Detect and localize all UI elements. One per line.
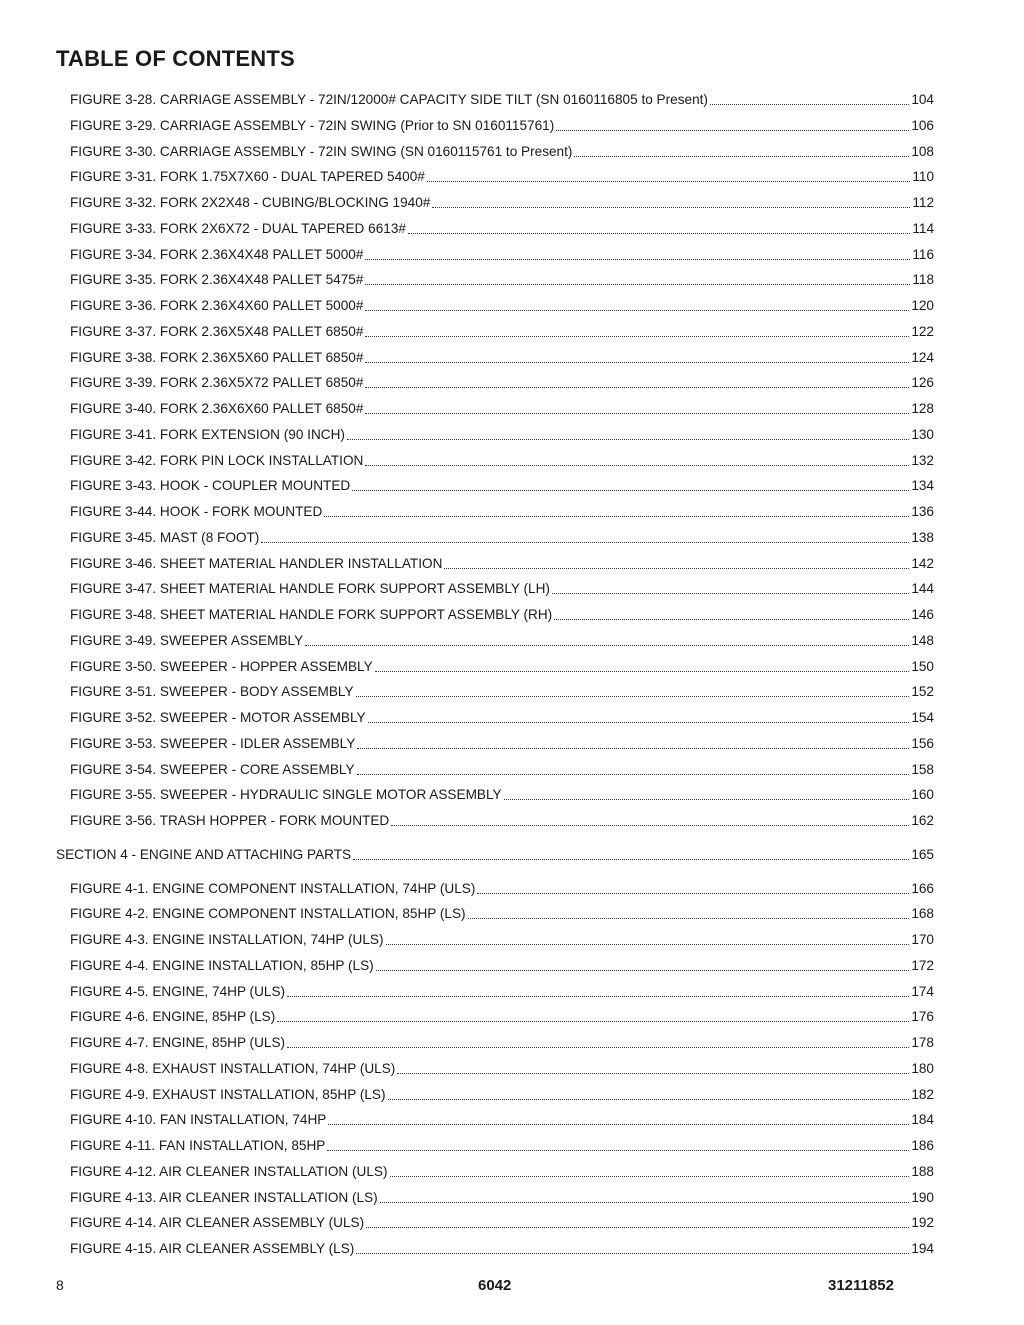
toc-entry-label: FIGURE 3-50. SWEEPER - HOPPER ASSEMBLY [70,659,373,674]
toc-entry-label: FIGURE 4-12. AIR CLEANER INSTALLATION (ULS) [70,1164,388,1179]
toc-entry-label: FIGURE 3-35. FORK 2.36X4X48 PALLET 5475# [70,272,364,287]
toc-entry-page: 126 [911,375,934,390]
dot-leader [365,413,909,414]
toc-entry-page: 172 [911,958,934,973]
dot-leader [261,542,909,543]
toc-entry[interactable] [70,268,934,288]
dot-leader [477,893,909,894]
toc-entry[interactable] [70,114,934,134]
toc-entry-page: 124 [911,350,934,365]
toc-entry[interactable] [70,191,934,211]
dot-leader [427,181,910,182]
toc-entry-page: 108 [911,144,934,159]
toc-entry-page: 112 [912,195,934,210]
footer-doc-number: 31211852 [828,1277,894,1294]
toc-entry-page: 176 [911,1009,934,1024]
toc-entry-label: FIGURE 3-33. FORK 2X6X72 - DUAL TAPERED 6613# [70,221,406,236]
toc-entry-label: FIGURE 3-42. FORK PIN LOCK INSTALLATION [70,453,364,468]
dot-leader [365,284,910,285]
dot-leader [365,387,909,388]
toc-entry-label: FIGURE 4-10. FAN INSTALLATION, 74HP [70,1112,327,1127]
toc-entry-label: FIGURE 3-45. MAST (8 FOOT) [70,530,260,545]
toc-entry[interactable] [70,423,934,443]
toc-entry-page: 114 [912,221,934,236]
toc-entry[interactable] [70,371,934,391]
dot-leader [287,996,909,997]
toc-entry-page: 188 [911,1164,934,1179]
toc-entry-page: 170 [911,932,934,947]
dot-leader [324,516,909,517]
toc-entry-label: FIGURE 3-55. SWEEPER - HYDRAULIC SINGLE MOTOR ASSEMBLY [70,787,502,802]
toc-entry-label: FIGURE 3-52. SWEEPER - MOTOR ASSEMBLY [70,710,366,725]
toc-entry-page: 194 [911,1241,934,1256]
toc-entry-page: 192 [911,1215,934,1230]
toc-entry[interactable] [70,928,934,948]
dot-leader [391,825,909,826]
toc-entry-label: FIGURE 4-4. ENGINE INSTALLATION, 85HP (LS) [70,958,374,973]
toc-entry[interactable] [70,954,934,974]
toc-entry-label: FIGURE 3-54. SWEEPER - CORE ASSEMBLY [70,762,355,777]
toc-entry[interactable] [70,346,934,366]
toc-entry-page: 174 [911,984,934,999]
toc-entry-page: 134 [911,478,934,493]
toc-entry-page: 186 [911,1138,934,1153]
toc-entry[interactable] [70,397,934,417]
toc-entry-label: FIGURE 3-49. SWEEPER ASSEMBLY [70,633,304,648]
toc-entry[interactable] [70,526,934,546]
dot-leader [397,1073,909,1074]
toc-entry-page: 122 [911,324,934,339]
dot-leader [347,439,909,440]
toc-entry-label: FIGURE 3-29. CARRIAGE ASSEMBLY - 72IN SWING (Prior to SN 0160115761) [70,118,555,133]
footer-model: 6042 [478,1277,512,1294]
toc-entry-label: FIGURE 4-7. ENGINE, 85HP (ULS) [70,1035,286,1050]
toc-entry-page: 162 [911,813,934,828]
toc-entry-page: 132 [911,453,934,468]
toc-entry[interactable] [70,783,934,803]
toc-entry-label: FIGURE 3-30. CARRIAGE ASSEMBLY - 72IN SWING (SN 0160115761 to Present) [70,144,573,159]
dot-leader [432,207,910,208]
toc-section-entry[interactable] [56,843,934,863]
toc-entry[interactable] [70,500,934,520]
toc-entry-page: 128 [911,401,934,416]
toc-entry-label: FIGURE 4-9. EXHAUST INSTALLATION, 85HP (LS) [70,1087,386,1102]
toc-entry[interactable] [70,1108,934,1128]
toc-entry[interactable] [70,1057,934,1077]
dot-leader [556,130,909,131]
toc-entry[interactable] [70,243,934,263]
toc-entry-label: FIGURE 4-13. AIR CLEANER INSTALLATION (LS) [70,1190,378,1205]
toc-entry-label: FIGURE 4-15. AIR CLEANER ASSEMBLY (LS) [70,1241,355,1256]
dot-leader [468,918,910,919]
toc-entry-page: 148 [911,633,934,648]
toc-entry-page: 116 [912,247,934,262]
toc-entry-label: FIGURE 4-11. FAN INSTALLATION, 85HP [70,1138,326,1153]
dot-leader [352,490,909,491]
dot-leader [390,1176,910,1177]
toc-entry[interactable] [70,294,934,314]
toc-entry[interactable] [70,1134,934,1154]
toc-entry[interactable] [70,1083,934,1103]
dot-leader [444,568,909,569]
toc-entry-page: 190 [911,1190,934,1205]
toc-entry-label: FIGURE 3-37. FORK 2.36X5X48 PALLET 6850# [70,324,364,339]
toc-entry-label: FIGURE 3-48. SHEET MATERIAL HANDLE FORK SUPPORT ASSEMBLY (RH) [70,607,553,622]
dot-leader [356,1253,909,1254]
toc-entry-label: FIGURE 4-5. ENGINE, 74HP (ULS) [70,984,286,999]
toc-entry-page: 158 [911,762,934,777]
toc-entry[interactable] [70,474,934,494]
toc-entry-page: 178 [911,1035,934,1050]
toc-entry[interactable] [70,1160,934,1180]
toc-entry-label: FIGURE 3-53. SWEEPER - IDLER ASSEMBLY [70,736,356,751]
toc-entry[interactable] [70,88,934,108]
toc-entry-label: FIGURE 4-14. AIR CLEANER ASSEMBLY (ULS) [70,1215,365,1230]
toc-entry-page: 106 [911,118,934,133]
toc-entry[interactable] [70,809,934,829]
toc-entry[interactable] [70,680,934,700]
toc-entry-label: FIGURE 3-46. SHEET MATERIAL HANDLER INSTALLATION [70,556,443,571]
toc-entry-label: FIGURE 3-51. SWEEPER - BODY ASSEMBLY [70,684,354,699]
toc-entry[interactable] [70,1186,934,1206]
toc-entry-label: FIGURE 3-47. SHEET MATERIAL HANDLE FORK SUPPORT ASSEMBLY (LH) [70,581,550,596]
dot-leader [710,104,909,105]
toc-entry[interactable] [70,603,934,623]
toc-entry-page: 154 [911,710,934,725]
toc-entry[interactable] [70,655,934,675]
toc-entry-label: FIGURE 4-6. ENGINE, 85HP (LS) [70,1009,276,1024]
toc-entry[interactable] [70,1005,934,1025]
dot-leader [365,336,909,337]
dot-leader [574,156,909,157]
toc-entry-page: 180 [911,1061,934,1076]
toc-entry-label: FIGURE 3-41. FORK EXTENSION (90 INCH) [70,427,345,442]
dot-leader [554,619,909,620]
toc-entry-label: FIGURE 4-2. ENGINE COMPONENT INSTALLATION, 85HP (LS) [70,906,466,921]
toc-entry[interactable] [70,1031,934,1051]
footer-page-number: 8 [56,1277,64,1293]
toc-entry-page: 166 [911,881,934,896]
toc-entry-page: 110 [912,169,934,184]
dot-leader [408,233,910,234]
toc-entry-page: 136 [911,504,934,519]
dot-leader [368,722,910,723]
toc-entry[interactable] [70,320,934,340]
toc-entry-page: 142 [911,556,934,571]
dot-leader [327,1150,909,1151]
toc-entry-page: 165 [911,847,934,862]
toc-entry[interactable] [70,552,934,572]
dot-leader [386,944,910,945]
toc-entry-page: 184 [911,1112,934,1127]
toc-entry[interactable] [70,980,934,1000]
toc-entry-page: 168 [911,906,934,921]
toc-entry[interactable] [70,902,934,922]
page-title: TABLE OF CONTENTS [56,46,295,71]
toc-entry[interactable] [70,449,934,469]
dot-leader [357,748,909,749]
toc-entry-page: 104 [911,92,934,107]
toc-entry-page: 120 [911,298,934,313]
toc-entry[interactable] [70,629,934,649]
toc-entry-page: 146 [911,607,934,622]
dot-leader [357,774,910,775]
dot-leader [366,1227,909,1228]
toc-entry[interactable] [70,1211,934,1231]
dot-leader [365,259,910,260]
toc-entry-page: 144 [911,581,934,596]
dot-leader [305,645,909,646]
toc-entry[interactable] [70,732,934,752]
toc-entry[interactable] [70,1237,934,1257]
dot-leader [375,671,910,672]
toc-entry-page: 160 [911,787,934,802]
toc-entry[interactable] [70,877,934,897]
toc-entry-label: FIGURE 3-38. FORK 2.36X5X60 PALLET 6850# [70,350,364,365]
toc-entry[interactable] [70,165,934,185]
dot-leader [353,859,909,860]
dot-leader [365,362,909,363]
dot-leader [388,1099,910,1100]
dot-leader [504,799,910,800]
dot-leader [365,310,909,311]
toc-entry-page: 150 [911,659,934,674]
toc-entry[interactable] [70,217,934,237]
toc-entry-page: 118 [912,272,934,287]
dot-leader [328,1124,909,1125]
dot-leader [277,1021,909,1022]
toc-entry-label: FIGURE 3-28. CARRIAGE ASSEMBLY - 72IN/12000# CAPACITY SIDE TILT (SN 0160116805 to Present) [70,92,708,107]
toc-entry-label: FIGURE 4-8. EXHAUST INSTALLATION, 74HP (ULS) [70,1061,396,1076]
dot-leader [376,970,910,971]
toc-entry-page: 156 [911,736,934,751]
dot-leader [365,465,909,466]
toc-entry[interactable] [70,140,934,160]
toc-entry[interactable] [70,706,934,726]
toc-entry[interactable] [70,577,934,597]
toc-entry-page: 182 [911,1087,934,1102]
toc-entry-label: FIGURE 3-34. FORK 2.36X4X48 PALLET 5000# [70,247,364,262]
dot-leader [380,1202,910,1203]
toc-entry-label: FIGURE 3-36. FORK 2.36X4X60 PALLET 5000# [70,298,364,313]
toc-entry-label: FIGURE 3-32. FORK 2X2X48 - CUBING/BLOCKING 1940# [70,195,431,210]
dot-leader [552,593,909,594]
dot-leader [287,1047,909,1048]
toc-entry-label: SECTION 4 - ENGINE AND ATTACHING PARTS [56,847,352,862]
toc-entry-label: FIGURE 4-1. ENGINE COMPONENT INSTALLATION, 74HP (ULS) [70,881,476,896]
toc-entry-page: 138 [911,530,934,545]
toc-entry[interactable] [70,758,934,778]
toc-entry-label: FIGURE 4-3. ENGINE INSTALLATION, 74HP (ULS) [70,932,384,947]
dot-leader [356,696,910,697]
toc-entry-page: 130 [911,427,934,442]
toc-entry-page: 152 [911,684,934,699]
toc-entry-label: FIGURE 3-40. FORK 2.36X6X60 PALLET 6850# [70,401,364,416]
toc-entry-label: FIGURE 3-44. HOOK - FORK MOUNTED [70,504,323,519]
toc-entry-label: FIGURE 3-39. FORK 2.36X5X72 PALLET 6850# [70,375,364,390]
toc-entry-label: FIGURE 3-43. HOOK - COUPLER MOUNTED [70,478,351,493]
toc-entry-label: FIGURE 3-31. FORK 1.75X7X60 - DUAL TAPERED 5400# [70,169,425,184]
toc-entry-label: FIGURE 3-56. TRASH HOPPER - FORK MOUNTED [70,813,390,828]
